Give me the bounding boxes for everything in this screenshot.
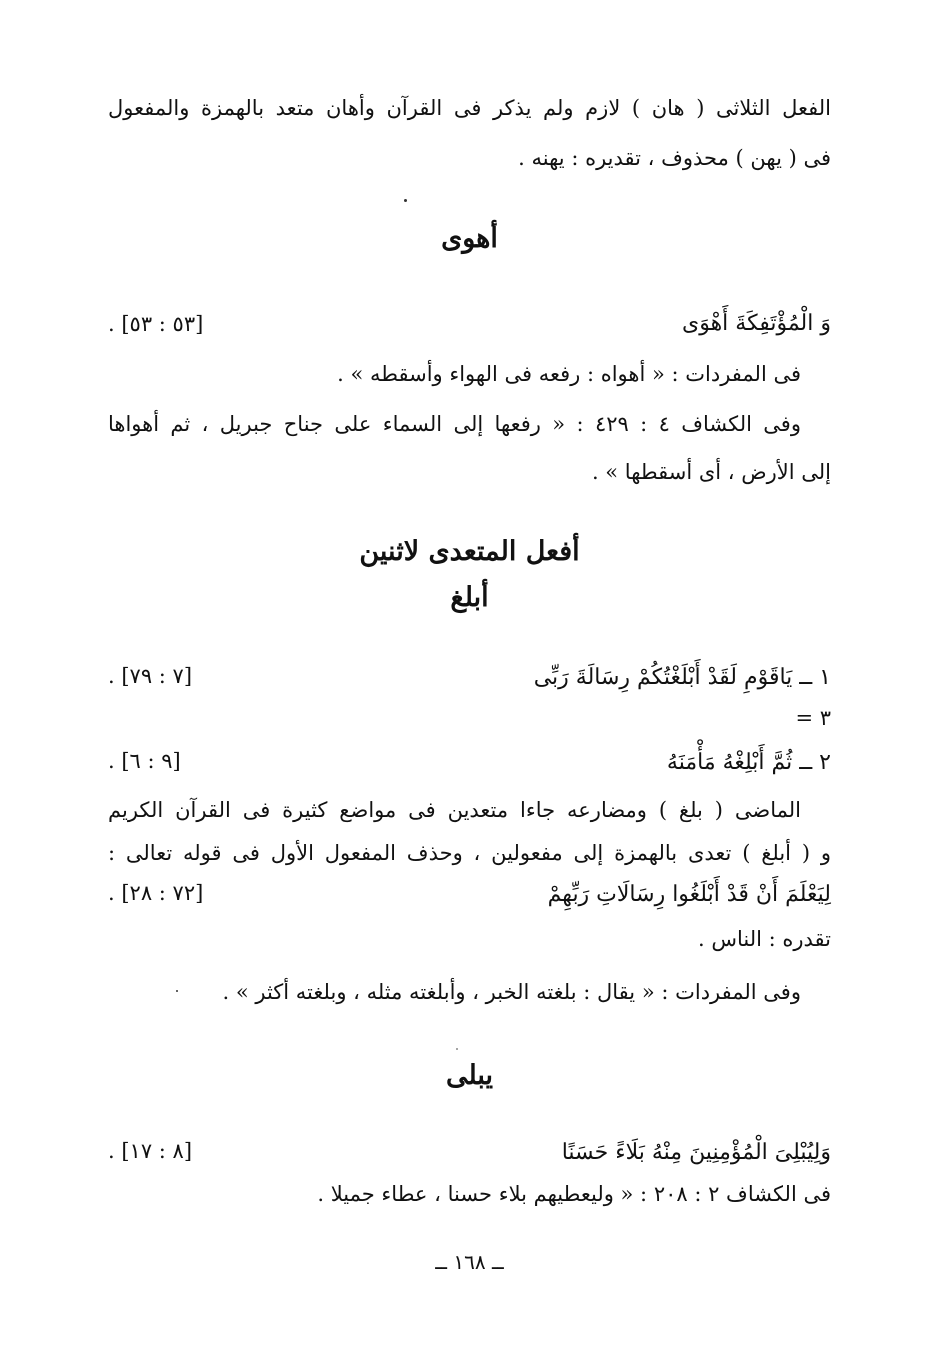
intro-line-2: فى ( يهن ) محذوف ، تقديره : يهنه . [518, 146, 831, 170]
ablagh-mufradat: وفى المفردات : « يقال : بلغته الخبر ، وأبلغته مثله ، وبلغته أكثر » . [222, 980, 801, 1004]
verse-ablagh-1: ١ ــ يَاقَوْمِ لَقَدْ أَبْلَغْتُكُمْ رِسَالَةَ رَبِّى [533, 665, 831, 690]
verse-ablagh-3: لِيَعْلَمَ أَنْ قَدْ أَبْلَغُوا رِسَالَاتِ رَبِّهِمْ [547, 882, 831, 907]
ahwa-kashaf-line-1: وفى الكشاف ٤ : ٤٢٩ : « رفعها إلى السماء على جناح جبريل ، ثم أهواها [108, 412, 801, 436]
ablagh-taqdir: تقدره : الناس . [697, 927, 831, 951]
verse-ablagh-3-ref: [٧٢ : ٢٨] . [108, 881, 204, 905]
speck [176, 990, 178, 992]
page-number: ــ ١٦٨ ــ [435, 1250, 504, 1274]
verse-ahwa-ref: [٥٣ : ٥٣] . [108, 312, 204, 336]
verse-ablagh-2-ref: [٩ : ٦] . [108, 749, 181, 773]
ahwa-kashaf-line-2: إلى الأرض ، أى أسقطها » . [591, 460, 831, 484]
verse-ablagh-2: ٢ ــ ثُمَّ أَبْلِغْهُ مَأْمَنَهُ [666, 750, 831, 775]
heading-afal: أفعل المتعدى لاثنين [359, 536, 580, 567]
verse-yubli: وَلِيُبْلِىَ الْمُؤْمِنِينَ مِنْهُ بَلَاءً حَسَنًا [561, 1140, 831, 1165]
speck [456, 1048, 458, 1050]
verse-ahwa: وَ الْمُؤْتَفِكَةَ أَهْوَى [681, 311, 831, 336]
heading-yubli: يبلى [445, 1060, 494, 1091]
yubli-kashaf: فى الكشاف ٢ : ٢٠٨ : « وليعطيهم بلاء حسنا ، عطاء جميلا . [317, 1182, 831, 1206]
ablagh-para-line-1: الماضى ( بلغ ) ومضارعه جاءا متعدين فى مواضع كثيرة فى القرآن الكريم [108, 798, 801, 822]
ahwa-mufradat: فى المفردات : « أهواه : رفعه فى الهواء وأسقطه » . [337, 362, 801, 386]
subheading-ablagh: أبلغ [450, 582, 489, 613]
speck [404, 199, 407, 202]
heading-ahwa: أهوى [441, 223, 498, 254]
intro-line-1: الفعل الثلاثى ( هان ) لازم ولم يذكر فى القرآن وأهان متعد بالهمزة والمفعول [108, 96, 831, 120]
ablagh-para-line-2: و ( أبلغ ) تعدى بالهمزة إلى مفعولين ، وحذف المفعول الأول فى قوله تعالى : [108, 841, 831, 865]
verse-ablagh-1-ref: [٧ : ٧٩] . [108, 664, 193, 688]
verse-yubli-ref: [٨ : ١٧] . [108, 1139, 193, 1163]
count-marker: ٣ = [795, 706, 831, 730]
